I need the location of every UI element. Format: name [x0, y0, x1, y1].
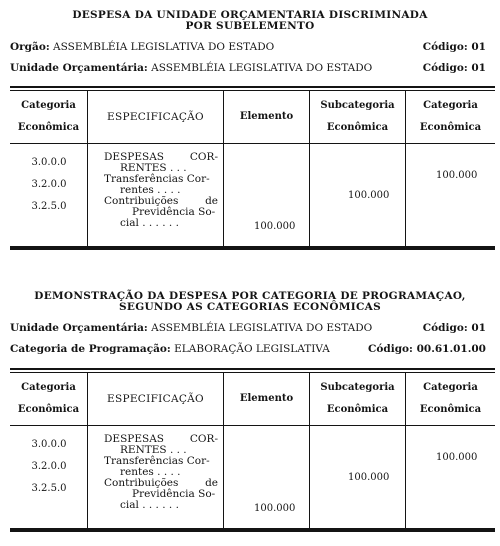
t2-spec-l5b: de	[205, 477, 218, 489]
t2-header-elemento	[224, 373, 310, 425]
header-categoria-economica	[10, 91, 88, 143]
categoria-programacao-value: ELABORAÇÃO LEGISLATIVA	[174, 343, 330, 355]
table-body	[10, 144, 495, 246]
body-col-categoria	[406, 144, 495, 246]
t2-code-3000: 3.0.0.0	[31, 439, 67, 450]
t2-header-col4-line2: Econômica	[326, 404, 389, 415]
spec-l4: rentes . . . .	[120, 184, 181, 196]
table2-body	[10, 426, 495, 528]
categoria-value: 100.000	[436, 170, 478, 181]
header-categoria-economica-2	[406, 91, 495, 143]
spec-text	[104, 152, 218, 229]
spec-l7: cial . . . . . .	[120, 217, 179, 229]
section-despesa-por-subelemento	[0, 0, 500, 232]
header-col3: Elemento	[239, 111, 294, 122]
spec-l3: Transferências Cor-	[104, 173, 210, 185]
section2-title-line2: SEGUNDO AS CATEGORIAS ECONÔMICAS	[119, 301, 381, 313]
section1-title-line2: POR SUBELEMENTO	[185, 20, 315, 32]
header-col5-line2: Econômica	[419, 122, 482, 133]
table2-bottom-rule	[10, 528, 495, 532]
unidade2-code: 01	[471, 322, 486, 334]
header-col2: ESPECIFICAÇÃO	[107, 111, 204, 123]
t2-code-3200: 3.2.0.0	[31, 461, 67, 472]
code-3000: 3.0.0.0	[31, 157, 67, 168]
t2-body-col-categoria	[406, 426, 495, 528]
subcategoria-value: 100.000	[348, 190, 390, 201]
t2-header-col5-line2: Econômica	[419, 404, 482, 415]
t2-header-categoria-economica-2	[406, 373, 495, 425]
unidade-code-label: Código:	[422, 62, 468, 74]
t2-spec-l6: Previdência So-	[132, 488, 216, 500]
t2-spec-l1b: COR-	[189, 433, 218, 445]
t2-subcategoria-value: 100.000	[348, 472, 390, 483]
header-col4-line2: Econômica	[326, 122, 389, 133]
header-elemento	[224, 91, 310, 143]
header-col1-line1: Categoria	[21, 100, 76, 111]
header-col4-line1: Subcategoria	[320, 100, 395, 111]
body-col-elemento	[224, 144, 310, 246]
table-bottom-rule	[10, 246, 495, 250]
header-col5-line1: Categoria	[423, 100, 478, 111]
t2-header-col1-line2: Econômica	[17, 404, 80, 415]
t2-body-col-spec	[88, 426, 224, 528]
t2-elemento-value: 100.000	[254, 503, 296, 514]
t2-header-col2: ESPECIFICAÇÃO	[107, 393, 204, 405]
header-col1-line2: Econômica	[17, 122, 80, 133]
spec-l6: Previdência So-	[132, 206, 216, 218]
table-header	[10, 91, 495, 144]
spec-l1a: DESPESAS	[104, 151, 164, 163]
header-especificacao	[88, 91, 224, 143]
unidade-label: Unidade Orçamentária:	[10, 62, 148, 74]
spec-l5b: de	[205, 195, 218, 207]
codes-list	[10, 152, 88, 218]
t2-header-col1-line1: Categoria	[21, 382, 76, 393]
t2-header-col4-line1: Subcategoria	[320, 382, 395, 393]
categoria-programacao-row	[0, 342, 500, 357]
t2-header-subcategoria-economica	[310, 373, 406, 425]
t2-body-col-codes	[10, 426, 88, 528]
body-col-subcategoria	[310, 144, 406, 246]
spec-l5a: Contribuições	[104, 195, 179, 207]
section2-title-line1: DEMONSTRAÇÃO DA DESPESA POR CATEGORIA DE PROGRAMAÇAO,	[34, 290, 466, 302]
t2-code-3250: 3.2.5.0	[31, 483, 67, 494]
section1-title-line1: DESPESA DA UNIDADE ORÇAMENTARIA DISCRIMINADA	[72, 9, 428, 21]
section1-title	[0, 10, 500, 32]
t2-spec-text	[104, 434, 218, 511]
t2-codes-list	[10, 434, 88, 500]
t2-spec-l2: RENTES . . .	[120, 444, 187, 456]
unidade2-row	[0, 321, 500, 336]
t2-body-col-elemento	[224, 426, 310, 528]
header-subcategoria-economica	[310, 91, 406, 143]
section2-title	[0, 291, 500, 313]
t2-spec-l1a: DESPESAS	[104, 433, 164, 445]
t2-header-col5-line1: Categoria	[423, 382, 478, 393]
unidade2-code-label: Código:	[422, 322, 468, 334]
t2-spec-l3: Transferências Cor-	[104, 455, 210, 467]
section-demonstracao-despesa	[0, 281, 500, 514]
t2-header-categoria-economica	[10, 373, 88, 425]
code-3200: 3.2.0.0	[31, 179, 67, 190]
unidade2-label: Unidade Orçamentária:	[10, 322, 148, 334]
body-col-spec	[88, 144, 224, 246]
unidade2-value: ASSEMBLÉIA LEGISLATIVA DO ESTADO	[151, 322, 373, 334]
unidade-code: 01	[471, 62, 486, 74]
t2-spec-l4: rentes . . . .	[120, 466, 181, 478]
t2-spec-l5a: Contribuições	[104, 477, 179, 489]
orgao-value: ASSEMBLÉIA LEGISLATIVA DO ESTADO	[53, 41, 275, 53]
table2-header	[10, 373, 495, 426]
table-2	[10, 368, 495, 532]
t2-body-col-subcategoria	[310, 426, 406, 528]
t2-spec-l7: cial . . . . . .	[120, 499, 179, 511]
t2-header-especificacao	[88, 373, 224, 425]
body-col-codes	[10, 144, 88, 246]
orgao-code: 01	[471, 41, 486, 53]
t2-categoria-value: 100.000	[436, 452, 478, 463]
categoria-code-label: Código:	[368, 343, 413, 355]
orgao-code-label: Código:	[422, 41, 468, 53]
t2-header-col3: Elemento	[239, 393, 294, 404]
spec-l2: RENTES . . .	[120, 162, 187, 174]
spec-l1b: COR-	[189, 151, 218, 163]
unidade-value: ASSEMBLÉIA LEGISLATIVA DO ESTADO	[151, 62, 373, 74]
code-3250: 3.2.5.0	[31, 201, 67, 212]
categoria-programacao-label: Categoria de Programação:	[10, 343, 171, 355]
table-1	[10, 86, 495, 250]
orgao-row	[0, 40, 500, 55]
categoria-code: 00.61.01.00	[416, 343, 486, 355]
unidade-row	[0, 61, 500, 76]
orgao-label: Orgão:	[10, 41, 50, 53]
elemento-value: 100.000	[254, 221, 296, 232]
